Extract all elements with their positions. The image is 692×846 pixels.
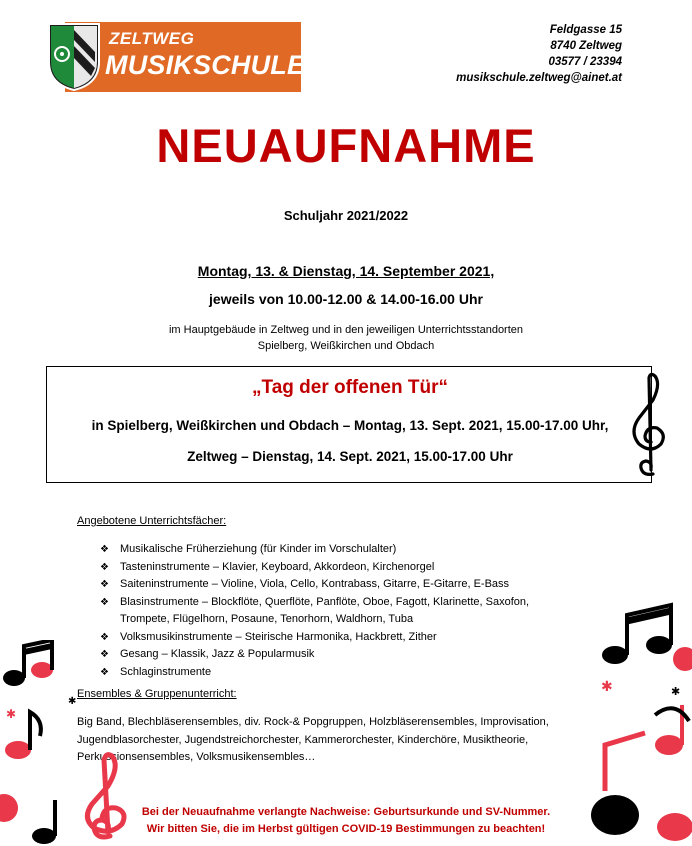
subjects-list: [100, 541, 529, 681]
address-city: 8740 Zeltweg: [550, 40, 622, 52]
open-day-title: „Tag der offenen Tür“: [252, 377, 448, 398]
list-item: ❖ Schlaginstrumente: [100, 664, 529, 682]
music-note-icon: [602, 605, 672, 664]
svg-text:✱: ✱: [6, 707, 17, 721]
ensembles-text: Big Band, Blechbläserensembles, div. Rock-& Popgruppen, Holzbläserensembles, Improvisation, Jugendblasorchester, Jugendstreichorchester, Kammerorchester, Kinderchöre, Musiktheorie, Perkussionsensembles, Volksmusikensembles…: [77, 716, 549, 763]
diamond-bullet-icon: ❖: [100, 561, 109, 573]
footer-requirements: Bei der Neuaufnahme verlangte Nachweise: Geburtsurkunde und SV-Nummer.: [141, 806, 551, 818]
list-item: ❖ Blasinstrumente – Blockflöte, Querflöte, Panflöte, Oboe, Fagott, Klarinette, Saxofon, Trompete, Flügelhorn, Posaune, Tenorhorn, Waldhorn, Tuba: [100, 595, 530, 625]
location-line-1: im Hauptgebäude in Zeltweg und in den jeweiligen Unterrichtsstandorten: [168, 324, 524, 336]
location-line-2: Spielberg, Weißkirchen und Obdach: [257, 340, 435, 352]
school-logo: [47, 22, 306, 92]
address-street: Feldgasse 15: [549, 24, 622, 36]
music-note-icon: [655, 705, 689, 755]
enrollment-times: jeweils von 10.00-12.00 & 14.00-16.00 Uhr: [209, 291, 483, 307]
address-block: [456, 22, 622, 86]
svg-text:✱: ✱: [68, 696, 77, 707]
address-phone: 03577 / 23394: [548, 56, 622, 68]
svg-text:✱: ✱: [671, 686, 681, 698]
diamond-bullet-icon: ❖: [100, 596, 109, 608]
diamond-bullet-icon: ❖: [100, 579, 109, 590]
coat-of-arms-icon: [47, 22, 101, 92]
list-item: ❖ Volksmusikinstrumente – Steirische Harmonika, Hackbrett, Zither: [100, 629, 529, 647]
treble-clef-icon: [625, 370, 675, 480]
subjects-heading: Angebotene Unterrichtsfächer:: [77, 515, 227, 527]
page-title: NEUAUFNAHME: [156, 119, 536, 172]
logo-line2: MUSIKSCHULE: [105, 50, 306, 80]
svg-text:✱: ✱: [601, 678, 613, 694]
music-note-icon: [3, 640, 53, 686]
footer-covid-notice: Wir bitten Sie, die im Herbst gültigen COVID-19 Bestimmungen zu beachten!: [146, 823, 546, 835]
open-day-box: [46, 366, 652, 483]
ensembles-heading: Ensembles & Gruppenunterricht:: [77, 688, 237, 700]
diamond-bullet-icon: ❖: [100, 631, 109, 643]
diamond-bullet-icon: ❖: [100, 649, 109, 660]
enrollment-dates: Montag, 13. & Dienstag, 14. September 2021,: [197, 263, 495, 279]
list-item: ❖ Gesang – Klassik, Jazz & Popularmusik: [100, 646, 529, 664]
open-day-line-1: in Spielberg, Weißkirchen und Obdach – Montag, 13. Sept. 2021, 15.00-17.00 Uhr,: [91, 418, 609, 433]
list-item: ❖ Saiteninstrumente – Violine, Viola, Cello, Kontrabass, Gitarre, E-Gitarre, E-Bass: [100, 576, 529, 594]
note-dot: [673, 647, 692, 671]
address-email: musikschule.zeltweg@ainet.at: [456, 72, 622, 84]
diamond-bullet-icon: ❖: [100, 666, 109, 678]
list-item: ❖ Tasteninstrumente – Klavier, Keyboard, Akkordeon, Kirchenorgel: [100, 559, 529, 577]
list-item: ❖ Musikalische Früherziehung (für Kinder im Vorschulalter): [100, 541, 529, 559]
logo-line1: ZELTWEG: [109, 29, 195, 48]
diamond-bullet-icon: ❖: [100, 544, 109, 555]
school-year: Schuljahr 2021/2022: [283, 208, 409, 223]
open-day-line-2: Zeltweg – Dienstag, 14. Sept. 2021, 15.00-17.00 Uhr: [187, 449, 513, 464]
